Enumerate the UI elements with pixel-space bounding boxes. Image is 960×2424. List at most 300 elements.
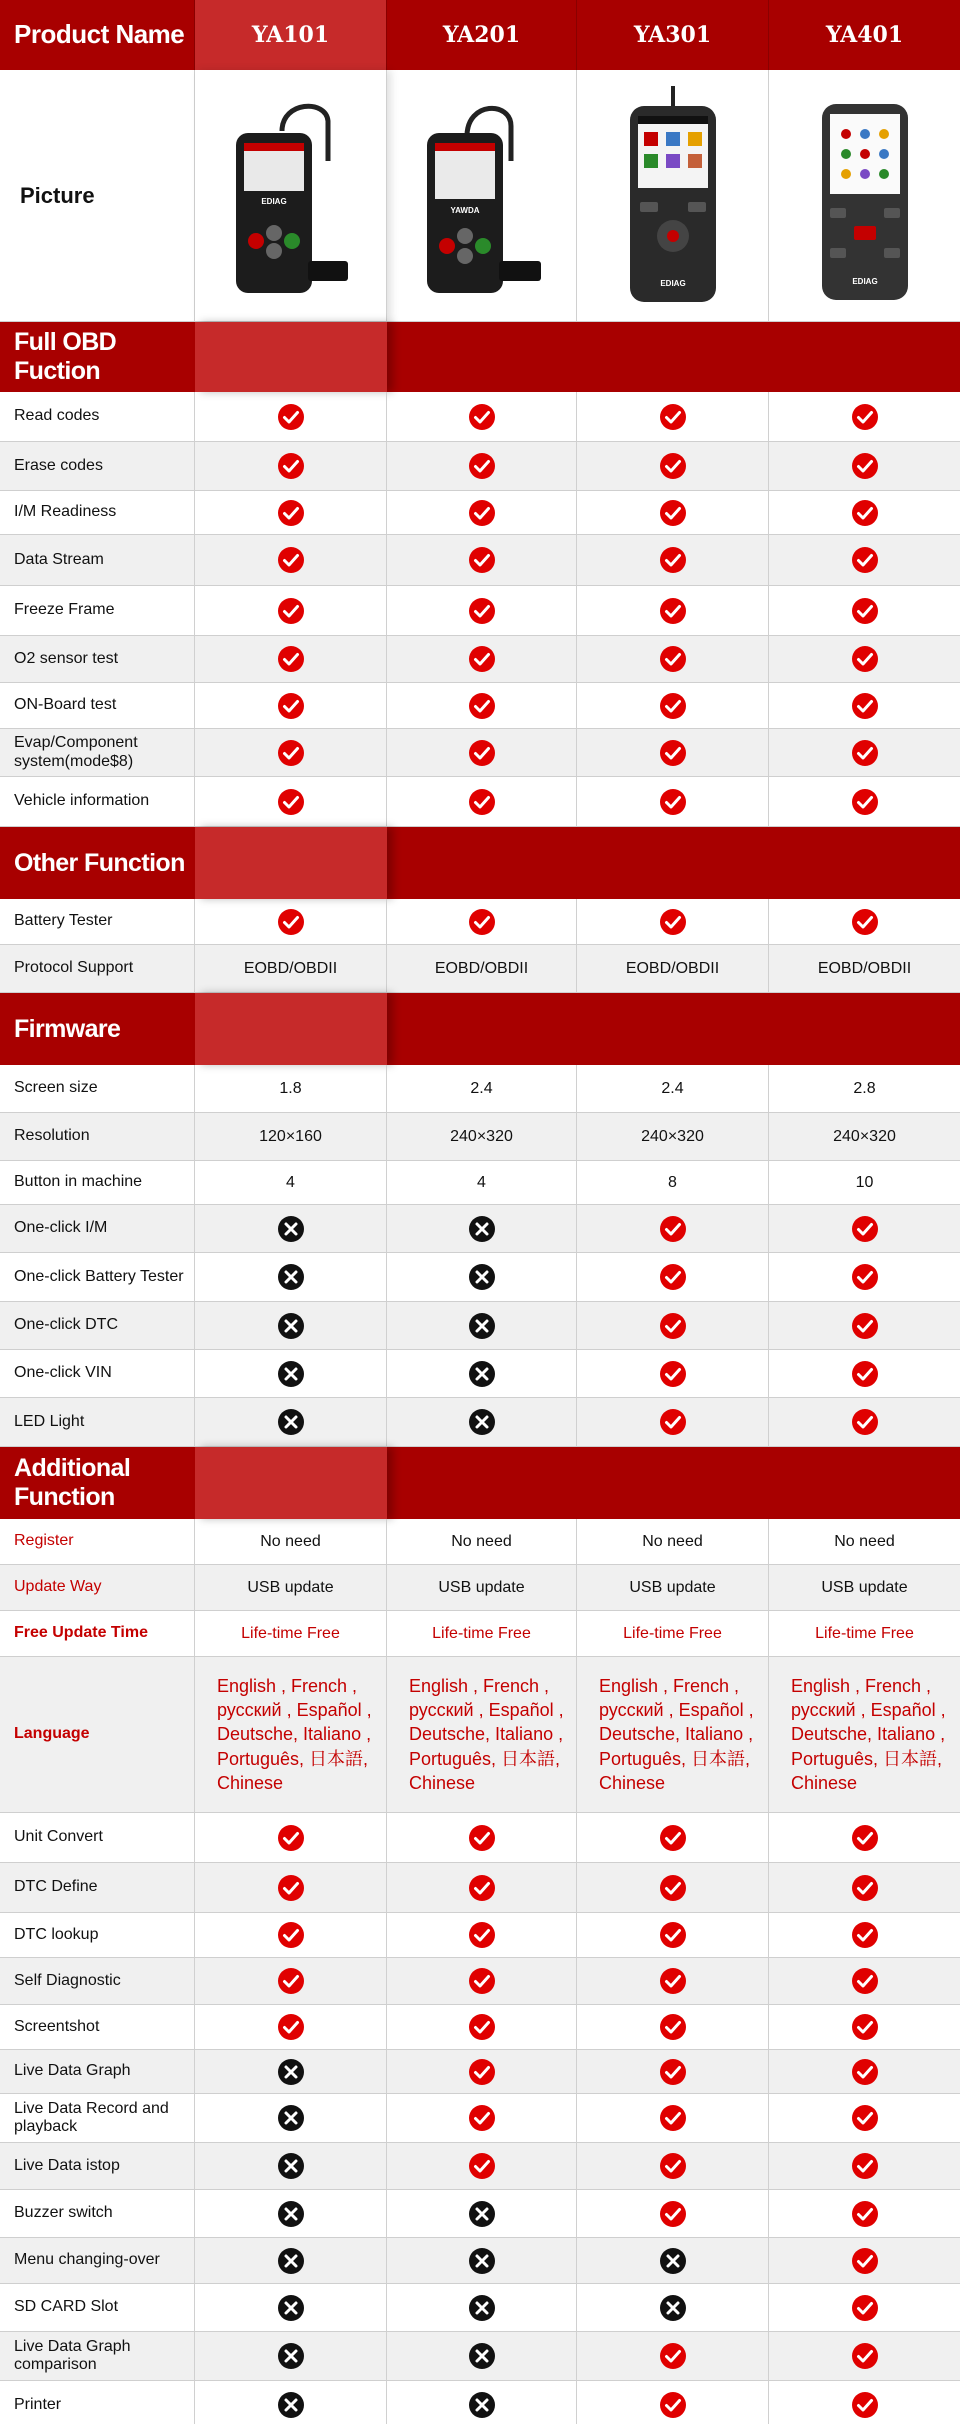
checkmark-icon — [659, 739, 687, 767]
checkmark-icon — [659, 1215, 687, 1243]
checkmark-icon — [468, 2152, 496, 2180]
cross-icon — [277, 2247, 305, 2275]
section-title: Other Function — [14, 848, 185, 877]
cross-icon — [468, 1408, 496, 1436]
feature-value — [387, 1161, 577, 1204]
feature-value-cell — [195, 2005, 387, 2049]
feature-value-cell — [577, 2284, 769, 2331]
table-row — [0, 1113, 960, 1161]
feature-value-cell — [195, 1350, 387, 1397]
feature-value — [769, 1065, 960, 1112]
feature-value — [769, 1113, 960, 1160]
feature-value-cell — [387, 1913, 577, 1957]
checkmark-icon — [659, 2342, 687, 2370]
feature-value — [577, 1611, 769, 1656]
device-image-ya401 — [769, 70, 960, 321]
checkmark-icon — [851, 2152, 879, 2180]
feature-value-cell — [195, 2332, 387, 2380]
checkmark-icon — [468, 452, 496, 480]
checkmark-icon — [659, 692, 687, 720]
feature-value-cell — [769, 729, 960, 776]
feature-label: Menu changing-over — [0, 2238, 195, 2283]
feature-value-cell — [387, 392, 577, 441]
feature-value-cell — [577, 2050, 769, 2093]
feature-value-cell — [769, 636, 960, 682]
checkmark-icon — [851, 645, 879, 673]
feature-value-cell — [195, 1813, 387, 1862]
section-title: Additional Function — [14, 1454, 131, 1511]
feature-value-text: USB update — [247, 1578, 334, 1596]
section-header — [0, 827, 960, 899]
feature-value-cell — [577, 2238, 769, 2283]
table-row — [0, 1958, 960, 2005]
feature-value-text: English , French , русский , Español , Deutsche, Italiano , Português, 日本語, Chinese — [599, 1675, 754, 1793]
table-row — [0, 1913, 960, 1958]
checkmark-icon — [468, 645, 496, 673]
checkmark-icon — [277, 2013, 305, 2041]
checkmark-icon — [851, 788, 879, 816]
feature-value-cell — [577, 636, 769, 682]
feature-value-cell — [387, 2050, 577, 2093]
checkmark-icon — [468, 908, 496, 936]
feature-label: Button in machine — [0, 1161, 195, 1204]
feature-label: One-click Battery Tester — [0, 1253, 195, 1301]
feature-value-text: No need — [260, 1532, 321, 1550]
table-row — [0, 2332, 960, 2381]
table-row — [0, 1657, 960, 1813]
feature-label: Self Diagnostic — [0, 1958, 195, 2004]
product-heading-ya201 — [387, 0, 577, 70]
feature-value-cell — [195, 1302, 387, 1349]
cross-icon — [277, 2200, 305, 2228]
table-row — [0, 586, 960, 636]
checkmark-icon — [851, 2391, 879, 2419]
checkmark-icon — [851, 1312, 879, 1340]
feature-label: Buzzer switch — [0, 2190, 195, 2237]
feature-value-text: USB update — [821, 1578, 908, 1596]
feature-value-text: USB update — [629, 1578, 716, 1596]
feature-value-cell — [387, 586, 577, 635]
feature-value-cell — [195, 777, 387, 826]
checkmark-icon — [659, 403, 687, 431]
table-row — [0, 1161, 960, 1205]
checkmark-icon — [468, 499, 496, 527]
checkmark-icon — [851, 739, 879, 767]
feature-label: Screen size — [0, 1065, 195, 1112]
feature-value — [387, 1565, 577, 1610]
feature-value-cell — [387, 2238, 577, 2283]
feature-value-cell — [387, 729, 577, 776]
feature-value — [577, 1565, 769, 1610]
feature-label: DTC lookup — [0, 1913, 195, 1957]
feature-value-cell — [195, 899, 387, 944]
checkmark-icon — [851, 403, 879, 431]
feature-value-cell — [577, 392, 769, 441]
table-row — [0, 2005, 960, 2050]
device-image-ya301 — [577, 70, 769, 321]
product-heading-label: YA301 — [633, 22, 712, 48]
feature-value-cell — [769, 2005, 960, 2049]
feature-value-text: 240×320 — [833, 1127, 896, 1145]
cross-icon — [468, 1360, 496, 1388]
checkmark-icon — [851, 546, 879, 574]
feature-value-cell — [387, 1863, 577, 1912]
checkmark-icon — [659, 597, 687, 625]
feature-value — [577, 1519, 769, 1564]
checkmark-icon — [277, 499, 305, 527]
feature-label: Vehicle information — [0, 777, 195, 826]
feature-value-text: 10 — [855, 1173, 874, 1191]
table-row — [0, 2190, 960, 2238]
feature-label: Erase codes — [0, 442, 195, 490]
feature-value-cell — [577, 683, 769, 728]
cross-icon — [659, 2294, 687, 2322]
section-highlight — [195, 322, 387, 392]
checkmark-icon — [851, 1360, 879, 1388]
checkmark-icon — [468, 1824, 496, 1852]
checkmark-icon — [468, 1874, 496, 1902]
feature-value-cell — [769, 491, 960, 534]
checkmark-icon — [659, 1967, 687, 1995]
checkmark-icon — [277, 403, 305, 431]
checkmark-icon — [851, 1263, 879, 1291]
checkmark-icon — [851, 2342, 879, 2370]
feature-value-cell — [387, 2143, 577, 2189]
section-highlight — [195, 1447, 387, 1519]
checkmark-icon — [851, 2013, 879, 2041]
section-header — [0, 1447, 960, 1519]
checkmark-icon — [277, 739, 305, 767]
cross-icon — [277, 1215, 305, 1243]
feature-value-cell — [387, 2190, 577, 2237]
checkmark-icon — [659, 1312, 687, 1340]
scanner-ya201-image — [407, 91, 557, 301]
feature-value-cell — [577, 2094, 769, 2142]
feature-value — [577, 945, 769, 992]
checkmark-icon — [851, 1824, 879, 1852]
checkmark-icon — [659, 1874, 687, 1902]
checkmark-icon — [277, 645, 305, 673]
scanner-ya101-image — [216, 91, 366, 301]
checkmark-icon — [277, 452, 305, 480]
feature-value-cell — [577, 1253, 769, 1301]
product-heading-label: YA201 — [442, 22, 521, 48]
feature-value — [195, 1113, 387, 1160]
feature-value-text: 120×160 — [259, 1127, 322, 1145]
feature-label: SD CARD Slot — [0, 2284, 195, 2331]
feature-value — [195, 1611, 387, 1656]
section-header — [0, 993, 960, 1065]
checkmark-icon — [659, 2058, 687, 2086]
feature-value-cell — [195, 535, 387, 585]
table-row — [0, 1813, 960, 1863]
table-row — [0, 777, 960, 827]
checkmark-icon — [468, 546, 496, 574]
feature-value-text: 240×320 — [450, 1127, 513, 1145]
feature-value-cell — [387, 1302, 577, 1349]
feature-value — [195, 1161, 387, 1204]
feature-value-text: 2.4 — [470, 1079, 493, 1097]
checkmark-icon — [851, 1874, 879, 1902]
feature-value-cell — [195, 729, 387, 776]
feature-label: Freeze Frame — [0, 586, 195, 635]
feature-value-cell — [195, 683, 387, 728]
feature-label: Protocol Support — [0, 945, 195, 992]
feature-value-text: USB update — [438, 1578, 525, 1596]
feature-value — [387, 1065, 577, 1112]
table-row — [0, 2284, 960, 2332]
feature-value — [195, 1657, 387, 1812]
checkmark-icon — [851, 1921, 879, 1949]
table-row — [0, 2094, 960, 2143]
feature-value-cell — [769, 1302, 960, 1349]
table-row — [0, 442, 960, 491]
feature-value-text: EOBD/OBDII — [434, 959, 529, 977]
feature-value-cell — [387, 491, 577, 534]
section-title: Firmware — [14, 1014, 121, 1043]
feature-value-cell — [195, 1205, 387, 1252]
table-row — [0, 2050, 960, 2094]
table-row — [0, 1302, 960, 1350]
feature-value-text: No need — [642, 1532, 703, 1550]
feature-value-cell — [387, 683, 577, 728]
checkmark-icon — [468, 403, 496, 431]
feature-value — [387, 1113, 577, 1160]
feature-value-text: English , French , русский , Español , Deutsche, Italiano , Português, 日本語, Chinese — [791, 1675, 946, 1793]
cross-icon — [277, 2342, 305, 2370]
table-row — [0, 1350, 960, 1398]
feature-value — [387, 1519, 577, 1564]
checkmark-icon — [277, 1874, 305, 1902]
table-row — [0, 1519, 960, 1565]
table-row — [0, 945, 960, 993]
table-row — [0, 2143, 960, 2190]
checkmark-icon — [468, 2013, 496, 2041]
feature-value — [577, 1113, 769, 1160]
feature-value — [769, 1611, 960, 1656]
table-row — [0, 535, 960, 586]
feature-value-text: Life-time Free — [432, 1624, 531, 1642]
feature-value-cell — [577, 729, 769, 776]
cross-icon — [277, 1312, 305, 1340]
product-name-heading: Product Name — [0, 0, 195, 70]
feature-value-text: 240×320 — [641, 1127, 704, 1145]
feature-value-cell — [577, 1863, 769, 1912]
checkmark-icon — [468, 2058, 496, 2086]
scanner-ya401-image — [800, 86, 930, 306]
feature-label: One-click DTC — [0, 1302, 195, 1349]
feature-value-cell — [769, 1398, 960, 1446]
cross-icon — [468, 2200, 496, 2228]
checkmark-icon — [659, 2391, 687, 2419]
feature-value-cell — [769, 535, 960, 585]
feature-value-cell — [387, 2381, 577, 2424]
checkmark-icon — [277, 788, 305, 816]
checkmark-icon — [851, 452, 879, 480]
feature-value-cell — [195, 442, 387, 490]
feature-label: Screentshot — [0, 2005, 195, 2049]
feature-label: Evap/Component system(mode$8) — [0, 729, 195, 776]
checkmark-icon — [851, 2058, 879, 2086]
table-row — [0, 392, 960, 442]
cross-icon — [277, 2152, 305, 2180]
checkmark-icon — [659, 1921, 687, 1949]
feature-value-cell — [195, 2094, 387, 2142]
brand-label: YAWDA — [449, 205, 480, 215]
feature-label: Unit Convert — [0, 1813, 195, 1862]
feature-label: One-click I/M — [0, 1205, 195, 1252]
checkmark-icon — [659, 2104, 687, 2132]
cross-icon — [277, 2391, 305, 2419]
feature-value-cell — [769, 2238, 960, 2283]
feature-label: Language — [0, 1657, 195, 1812]
feature-value-cell — [195, 636, 387, 682]
product-heading-label: YA101 — [251, 22, 330, 48]
feature-value-cell — [577, 586, 769, 635]
feature-value-cell — [769, 1958, 960, 2004]
checkmark-icon — [851, 2200, 879, 2228]
checkmark-icon — [659, 499, 687, 527]
feature-value-text: EOBD/OBDII — [817, 959, 912, 977]
feature-value — [387, 1611, 577, 1656]
feature-label: One-click VIN — [0, 1350, 195, 1397]
section-fill — [387, 993, 960, 1065]
feature-value-cell — [769, 392, 960, 441]
feature-value — [769, 1657, 960, 1812]
feature-value-cell — [577, 1813, 769, 1862]
feature-value-cell — [577, 899, 769, 944]
checkmark-icon — [851, 2247, 879, 2275]
feature-value-cell — [577, 1398, 769, 1446]
checkmark-icon — [468, 2104, 496, 2132]
feature-value-text: 4 — [477, 1173, 486, 1191]
feature-label: Live Data Record and playback — [0, 2094, 195, 2142]
feature-label: O2 sensor test — [0, 636, 195, 682]
checkmark-icon — [277, 546, 305, 574]
feature-value-cell — [577, 1205, 769, 1252]
checkmark-icon — [851, 1967, 879, 1995]
table-row — [0, 899, 960, 945]
checkmark-icon — [659, 1824, 687, 1852]
feature-value — [577, 1161, 769, 1204]
feature-value-cell — [769, 2381, 960, 2424]
feature-value-cell — [387, 1350, 577, 1397]
table-row — [0, 1205, 960, 1253]
feature-label: Live Data Graph comparison — [0, 2332, 195, 2380]
cross-icon — [277, 1408, 305, 1436]
feature-value-cell — [577, 442, 769, 490]
feature-label: I/M Readiness — [0, 491, 195, 534]
checkmark-icon — [851, 1408, 879, 1436]
cross-icon — [277, 2104, 305, 2132]
table-row — [0, 1863, 960, 1913]
checkmark-icon — [277, 1967, 305, 1995]
product-heading-label: YA401 — [825, 22, 904, 48]
feature-value-text: Life-time Free — [241, 1624, 340, 1642]
feature-value-text: EOBD/OBDII — [243, 959, 338, 977]
feature-value-cell — [769, 2143, 960, 2189]
feature-label: Battery Tester — [0, 899, 195, 944]
feature-value — [769, 945, 960, 992]
table-row — [0, 1065, 960, 1113]
checkmark-icon — [659, 788, 687, 816]
feature-value-text: English , French , русский , Español , Deutsche, Italiano , Português, 日本語, Chinese — [217, 1675, 372, 1793]
checkmark-icon — [468, 597, 496, 625]
feature-value-cell — [769, 2332, 960, 2380]
cross-icon — [468, 2294, 496, 2322]
feature-value-cell — [769, 2284, 960, 2331]
checkmark-icon — [277, 597, 305, 625]
table-row — [0, 491, 960, 535]
feature-value-cell — [387, 1205, 577, 1252]
feature-value-cell — [769, 1253, 960, 1301]
feature-value-cell — [577, 2005, 769, 2049]
feature-value-cell — [769, 2190, 960, 2237]
feature-value-cell — [769, 2094, 960, 2142]
checkmark-icon — [659, 2013, 687, 2041]
feature-label: Data Stream — [0, 535, 195, 585]
table-row — [0, 2238, 960, 2284]
feature-value-cell — [387, 442, 577, 490]
checkmark-icon — [468, 739, 496, 767]
feature-value-text: Life-time Free — [623, 1624, 722, 1642]
checkmark-icon — [851, 908, 879, 936]
feature-value-cell — [387, 1958, 577, 2004]
checkmark-icon — [659, 2152, 687, 2180]
cross-icon — [468, 2247, 496, 2275]
feature-label: Printer — [0, 2381, 195, 2424]
checkmark-icon — [277, 692, 305, 720]
brand-label: EDIAG — [260, 196, 287, 206]
checkmark-icon — [659, 546, 687, 574]
feature-value-cell — [577, 2332, 769, 2380]
feature-value — [195, 1519, 387, 1564]
feature-value-cell — [769, 1863, 960, 1912]
feature-label: DTC Define — [0, 1863, 195, 1912]
checkmark-icon — [468, 692, 496, 720]
section-fill — [387, 1447, 960, 1519]
cross-icon — [277, 2058, 305, 2086]
checkmark-icon — [851, 499, 879, 527]
device-image-ya101 — [195, 70, 387, 321]
checkmark-icon — [659, 908, 687, 936]
cross-icon — [659, 2247, 687, 2275]
feature-label: LED Light — [0, 1398, 195, 1446]
feature-value-text: 2.4 — [661, 1079, 684, 1097]
checkmark-icon — [468, 788, 496, 816]
feature-value-text: 1.8 — [279, 1079, 302, 1097]
table-row — [0, 1398, 960, 1447]
feature-value-cell — [387, 636, 577, 682]
feature-value-cell — [195, 1398, 387, 1446]
checkmark-icon — [468, 1921, 496, 1949]
feature-label: Free Update Time — [0, 1611, 195, 1656]
feature-value-cell — [195, 392, 387, 441]
feature-label: Read codes — [0, 392, 195, 441]
feature-value-cell — [387, 1398, 577, 1446]
picture-row — [0, 70, 960, 322]
checkmark-icon — [851, 2294, 879, 2322]
feature-value-cell — [769, 1205, 960, 1252]
feature-value-cell — [577, 1958, 769, 2004]
feature-value-text: 4 — [286, 1173, 295, 1191]
checkmark-icon — [851, 2104, 879, 2132]
brand-label: EDIAG — [659, 278, 686, 288]
table-row — [0, 683, 960, 729]
product-heading-ya401 — [769, 0, 960, 70]
feature-value-cell — [769, 1350, 960, 1397]
feature-label: Resolution — [0, 1113, 195, 1160]
